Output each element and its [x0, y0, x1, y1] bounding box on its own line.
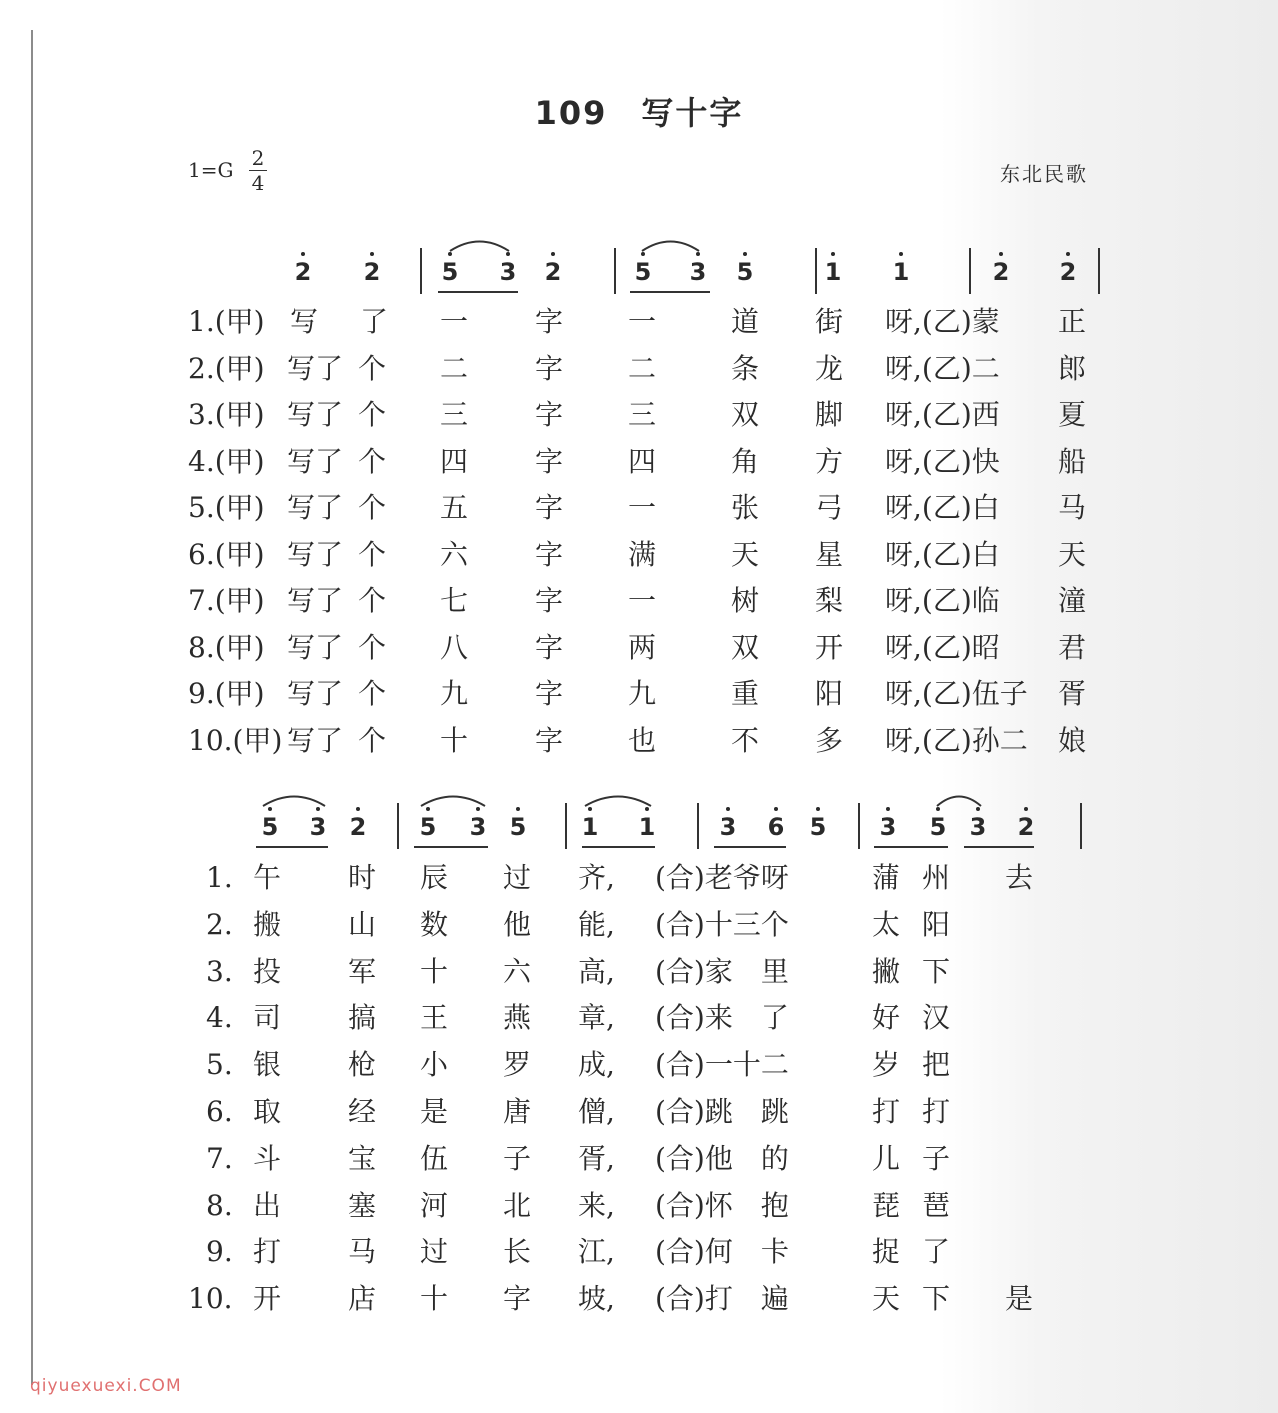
- lyric-text: 打: [253, 1235, 282, 1269]
- lyric-text: 燕: [503, 1001, 532, 1035]
- lyric-text: 写了: [287, 491, 344, 524]
- lyric-text: 二: [628, 351, 657, 385]
- lyric-text: 了: [922, 1235, 951, 1269]
- verse-number: 7.: [206, 1141, 233, 1175]
- lyric-text: (合)十三个: [655, 907, 789, 941]
- lyric-text: 天: [731, 537, 760, 571]
- lyric-text: 一: [628, 584, 657, 617]
- lyric-text: 十: [420, 1282, 449, 1316]
- lyric-text: 双: [731, 630, 760, 664]
- lyric-text: (合)老爷呀: [655, 861, 789, 894]
- lyric-text: 弓: [815, 491, 844, 524]
- lyric-text: 写: [290, 305, 319, 338]
- octave-dot: [1066, 252, 1070, 256]
- lyric-text: 一: [628, 491, 657, 524]
- song-number: 109: [534, 94, 608, 132]
- verse-number: 9.: [206, 1235, 233, 1269]
- lyric-text: 齐,: [578, 861, 615, 894]
- jianpu-note: 5: [419, 813, 437, 841]
- verse-number: 6.: [206, 1095, 233, 1128]
- octave-dot: [831, 252, 835, 256]
- verse-number: 5.(甲): [188, 491, 265, 524]
- lyric-text: 呀,(乙)孙二: [885, 723, 1028, 757]
- lyric-text: 字: [535, 351, 564, 385]
- lyric-text: 方: [815, 444, 844, 478]
- lyric-text: 个: [358, 398, 387, 431]
- lyric-text: 唐: [503, 1095, 532, 1128]
- lyric-text: 高,: [578, 954, 615, 988]
- lyric-text: 字: [535, 630, 564, 664]
- jianpu-note: 3: [969, 813, 987, 841]
- lyric-text: (合)家 里: [655, 954, 789, 988]
- lyric-text: 梨: [815, 584, 844, 617]
- lyric-text: (合)跳 跳: [655, 1095, 789, 1128]
- lyric-text: 写了: [287, 723, 344, 757]
- verse-number: 2.(甲): [188, 351, 265, 385]
- lyric-text: 太: [872, 907, 901, 941]
- lyric-text: 江,: [578, 1235, 615, 1269]
- lyric-text: 银: [253, 1048, 282, 1082]
- beam-underline: [630, 291, 710, 293]
- lyric-text: 六: [503, 954, 532, 988]
- barline: [1080, 803, 1082, 849]
- lyric-text: 脚: [815, 398, 844, 431]
- beam-underline: [874, 846, 948, 848]
- lyric-text: 开: [253, 1282, 282, 1316]
- jianpu-note: 5: [509, 813, 527, 841]
- lyric-text: 塞: [348, 1188, 377, 1222]
- jianpu-note: 2: [349, 813, 367, 841]
- lyric-text: 蒲: [872, 861, 901, 894]
- barline: [614, 248, 616, 294]
- lyric-text: 他: [503, 907, 532, 941]
- lyric-text: 数: [420, 907, 449, 941]
- lyric-text: 山: [348, 907, 377, 941]
- lyric-text: 坡,: [578, 1282, 615, 1316]
- lyric-text: 捉: [872, 1235, 901, 1269]
- lyric-text: 字: [535, 723, 564, 757]
- key-signature: 1=G: [188, 158, 234, 182]
- octave-dot: [551, 252, 555, 256]
- lyric-text: 天: [1058, 537, 1087, 571]
- lyric-text: 两: [628, 630, 657, 664]
- lyric-text: 九: [440, 677, 469, 710]
- lyric-text: 岁: [872, 1048, 901, 1082]
- meter-bottom: 4: [251, 171, 265, 195]
- octave-dot: [268, 807, 272, 811]
- lyric-text: 字: [535, 398, 564, 431]
- lyric-text: 字: [535, 305, 564, 338]
- verse-number: 7.(甲): [188, 584, 265, 617]
- lyric-text: 八: [440, 630, 469, 664]
- page-margin-rule: [31, 30, 33, 1385]
- barline: [565, 803, 567, 849]
- lyric-text: 五: [440, 491, 469, 524]
- lyric-text: 呀,(乙)蒙: [885, 305, 1000, 338]
- beam-underline: [714, 846, 786, 848]
- lyric-text: 胥: [1058, 677, 1087, 710]
- jianpu-note: 2: [1059, 258, 1077, 286]
- octave-dot: [516, 807, 520, 811]
- jianpu-note: 3: [309, 813, 327, 841]
- lyric-text: 打: [922, 1095, 951, 1128]
- lyric-text: 司: [253, 1001, 282, 1035]
- lyric-text: 写了: [287, 351, 344, 385]
- lyric-text: 船: [1058, 444, 1087, 478]
- lyric-text: 双: [731, 398, 760, 431]
- barline: [397, 803, 399, 849]
- lyric-text: 九: [628, 677, 657, 710]
- lyric-text: 一: [628, 305, 657, 338]
- octave-dot: [506, 252, 510, 256]
- lyric-text: 十: [440, 723, 469, 757]
- beam-underline: [414, 846, 488, 848]
- octave-dot: [743, 252, 747, 256]
- octave-dot: [886, 807, 890, 811]
- lyric-text: 成,: [578, 1048, 615, 1082]
- lyric-text: 章,: [578, 1001, 615, 1035]
- lyric-text: 开: [815, 630, 844, 664]
- jianpu-note: 1: [824, 258, 842, 286]
- lyric-text: 呀,(乙)伍子: [885, 677, 1028, 710]
- barline: [1098, 248, 1100, 294]
- jianpu-note: 2: [1017, 813, 1035, 841]
- lyric-text: 斗: [253, 1141, 282, 1175]
- octave-dot: [588, 807, 592, 811]
- lyric-text: 了: [360, 305, 389, 338]
- lyric-text: 过: [420, 1235, 449, 1269]
- lyric-text: 道: [731, 305, 760, 338]
- jianpu-note: 5: [634, 258, 652, 286]
- lyric-text: 好: [872, 1001, 901, 1035]
- lyric-text: 字: [535, 584, 564, 617]
- lyric-text: 四: [440, 444, 469, 478]
- lyric-text: 写了: [287, 444, 344, 478]
- verse-number: 10.: [188, 1282, 233, 1316]
- lyric-text: 多: [815, 723, 844, 757]
- lyric-text: 写了: [287, 537, 344, 571]
- lyric-text: 天: [872, 1282, 901, 1316]
- jianpu-note: 3: [469, 813, 487, 841]
- lyric-text: 能,: [578, 907, 615, 941]
- lyric-text: 写了: [287, 677, 344, 710]
- jianpu-note: 1: [638, 813, 656, 841]
- octave-dot: [448, 252, 452, 256]
- jianpu-note: 2: [363, 258, 381, 286]
- slur: [641, 238, 700, 252]
- verse-number: 2.: [206, 907, 233, 941]
- lyric-text: 字: [535, 491, 564, 524]
- lyric-text: 马: [1058, 491, 1087, 524]
- lyric-text: 撇: [872, 954, 901, 988]
- lyric-text: 个: [358, 351, 387, 385]
- lyric-text: 郎: [1058, 351, 1087, 385]
- lyric-text: 写了: [287, 584, 344, 617]
- octave-dot: [641, 252, 645, 256]
- lyric-text: 夏: [1058, 398, 1087, 431]
- beam-underline: [256, 846, 328, 848]
- lyric-text: 下: [922, 954, 951, 988]
- lyric-text: 投: [253, 954, 282, 988]
- jianpu-note: 3: [879, 813, 897, 841]
- lyric-text: 把: [922, 1048, 951, 1082]
- lyric-text: 长: [503, 1235, 532, 1269]
- lyric-text: 琶: [922, 1188, 951, 1222]
- lyric-text: 娘: [1058, 723, 1087, 757]
- octave-dot: [476, 807, 480, 811]
- lyric-text: (合)打 遍: [655, 1282, 789, 1316]
- octave-dot: [316, 807, 320, 811]
- lyric-text: 是: [420, 1095, 449, 1128]
- slur: [420, 793, 486, 807]
- jianpu-note: 1: [892, 258, 910, 286]
- lyric-text: 北: [503, 1188, 532, 1222]
- lyric-text: 伍: [420, 1141, 449, 1175]
- lyric-text: 出: [253, 1188, 282, 1222]
- lyric-text: 王: [420, 1001, 449, 1035]
- lyric-text: 六: [440, 537, 469, 571]
- lyric-text: 街: [815, 305, 844, 338]
- lyric-text: 经: [348, 1095, 377, 1128]
- jianpu-note: 5: [736, 258, 754, 286]
- lyric-text: 三: [628, 398, 657, 431]
- lyric-text: 马: [348, 1235, 377, 1269]
- verse-number: 8.(甲): [188, 630, 265, 664]
- song-name: 写十字: [641, 94, 744, 132]
- lyric-text: 小: [420, 1048, 449, 1082]
- octave-dot: [816, 807, 820, 811]
- jianpu-note: 1: [581, 813, 599, 841]
- octave-dot: [356, 807, 360, 811]
- lyric-text: 搞: [348, 1001, 377, 1035]
- barline: [815, 248, 817, 294]
- lyric-text: 阳: [922, 907, 951, 941]
- lyric-text: 罗: [503, 1048, 532, 1082]
- lyric-text: 三: [440, 398, 469, 431]
- barline: [969, 248, 971, 294]
- lyric-text: (合)一十二: [655, 1048, 789, 1082]
- octave-dot: [645, 807, 649, 811]
- lyric-text: 是: [1005, 1282, 1034, 1316]
- lyric-text: 个: [358, 537, 387, 571]
- lyric-text: 个: [358, 584, 387, 617]
- octave-dot: [1024, 807, 1028, 811]
- octave-dot: [899, 252, 903, 256]
- slur: [584, 793, 652, 807]
- lyric-text: 时: [348, 861, 377, 894]
- barline: [697, 803, 699, 849]
- verse-number: 10.(甲): [188, 723, 283, 757]
- lyric-text: 阳: [815, 677, 844, 710]
- slur: [262, 793, 326, 807]
- lyric-text: 军: [348, 954, 377, 988]
- lyric-text: (合)何 卡: [655, 1235, 789, 1269]
- lyric-text: 角: [731, 444, 760, 478]
- octave-dot: [696, 252, 700, 256]
- lyric-text: 呀,(乙)白: [885, 491, 1000, 524]
- lyric-text: 树: [731, 584, 760, 617]
- verse-number: 9.(甲): [188, 677, 265, 710]
- jianpu-note: 2: [294, 258, 312, 286]
- lyric-text: 张: [731, 491, 760, 524]
- song-title: [0, 88, 1278, 134]
- lyric-text: 十: [420, 954, 449, 988]
- barline: [420, 248, 422, 294]
- lyric-text: 星: [815, 537, 844, 571]
- lyric-text: 也: [628, 723, 657, 757]
- lyric-text: 僧,: [578, 1095, 615, 1128]
- verse-number: 4.: [206, 1001, 233, 1035]
- lyric-text: 字: [535, 444, 564, 478]
- jianpu-note: 5: [261, 813, 279, 841]
- slur: [449, 238, 510, 252]
- jianpu-note: 6: [767, 813, 785, 841]
- lyric-text: (合)来 了: [655, 1001, 789, 1035]
- lyric-text: 字: [535, 537, 564, 571]
- octave-dot: [426, 807, 430, 811]
- jianpu-note: 5: [441, 258, 459, 286]
- lyric-text: 四: [628, 444, 657, 478]
- lyric-text: 个: [358, 677, 387, 710]
- lyric-text: 呀,(乙)昭: [885, 630, 1000, 664]
- verse-number: 3.: [206, 954, 233, 988]
- lyric-text: 午: [253, 861, 282, 894]
- lyric-text: (合)他 的: [655, 1141, 789, 1175]
- lyric-text: 下: [922, 1282, 951, 1316]
- octave-dot: [726, 807, 730, 811]
- lyric-text: 宝: [348, 1141, 377, 1175]
- jianpu-note: 3: [719, 813, 737, 841]
- lyric-text: 个: [358, 630, 387, 664]
- verse-number: 4.(甲): [188, 444, 265, 478]
- octave-dot: [301, 252, 305, 256]
- lyric-text: 去: [1005, 861, 1034, 894]
- lyric-text: 河: [420, 1188, 449, 1222]
- lyric-text: 子: [503, 1141, 532, 1175]
- lyric-text: 一: [440, 305, 469, 338]
- octave-dot: [999, 252, 1003, 256]
- verse-number: 6.(甲): [188, 537, 265, 571]
- lyric-text: 打: [872, 1095, 901, 1128]
- lyric-text: 店: [348, 1282, 377, 1316]
- lyric-text: 琵: [872, 1188, 901, 1222]
- meter-top: 2: [251, 146, 265, 170]
- jianpu-note: 3: [689, 258, 707, 286]
- lyric-text: 汉: [922, 1001, 951, 1035]
- lyric-text: 个: [358, 491, 387, 524]
- lyric-text: 子: [922, 1141, 951, 1175]
- watermark: qiyuexuexi.COM: [30, 1376, 182, 1396]
- lyric-text: 呀,(乙)快: [885, 444, 1000, 478]
- lyric-text: 呀,(乙)临: [885, 584, 1000, 617]
- lyric-text: 来,: [578, 1188, 615, 1222]
- lyric-text: 字: [535, 677, 564, 710]
- lyric-text: 潼: [1058, 584, 1087, 617]
- lyric-text: (合)怀 抱: [655, 1188, 789, 1222]
- jianpu-note: 5: [809, 813, 827, 841]
- lyric-text: 州: [922, 861, 951, 894]
- barline: [858, 803, 860, 849]
- lyric-text: 枪: [348, 1048, 377, 1082]
- lyric-text: 呀,(乙)二: [885, 351, 1000, 385]
- octave-dot: [976, 807, 980, 811]
- lyric-text: 搬: [253, 907, 282, 941]
- lyric-text: 满: [628, 537, 657, 571]
- lyric-text: 正: [1058, 305, 1087, 338]
- jianpu-note: 2: [544, 258, 562, 286]
- lyric-text: 写了: [287, 398, 344, 431]
- octave-dot: [936, 807, 940, 811]
- octave-dot: [370, 252, 374, 256]
- jianpu-note: 5: [929, 813, 947, 841]
- beam-underline: [582, 846, 655, 848]
- jianpu-note: 2: [992, 258, 1010, 286]
- lyric-text: 胥,: [578, 1141, 615, 1175]
- time-signature: [248, 146, 268, 195]
- jianpu-note: 3: [499, 258, 517, 286]
- beam-underline: [438, 291, 518, 293]
- lyric-text: 字: [503, 1282, 532, 1316]
- lyric-text: 呀,(乙)西: [885, 398, 1000, 431]
- lyric-text: 写了: [287, 630, 344, 664]
- lyric-text: 个: [358, 444, 387, 478]
- lyric-text: 取: [253, 1095, 282, 1128]
- verse-number: 1.: [206, 861, 233, 894]
- lyric-text: 七: [440, 584, 469, 617]
- verse-number: 8.: [206, 1188, 233, 1222]
- song-source: 东北民歌: [1000, 162, 1088, 186]
- lyric-text: 重: [731, 677, 760, 710]
- lyric-text: 儿: [872, 1141, 901, 1175]
- octave-dot: [774, 807, 778, 811]
- lyric-text: 辰: [420, 861, 449, 894]
- lyric-text: 个: [358, 723, 387, 757]
- lyric-text: 不: [731, 723, 760, 757]
- lyric-text: 呀,(乙)白: [885, 537, 1000, 571]
- lyric-text: 二: [440, 351, 469, 385]
- beam-underline: [964, 846, 1034, 848]
- lyric-text: 过: [503, 861, 532, 894]
- slur: [936, 793, 982, 807]
- verse-number: 1.(甲): [188, 305, 265, 338]
- verse-number: 5.: [206, 1048, 233, 1082]
- lyric-text: 龙: [815, 351, 844, 385]
- verse-number: 3.(甲): [188, 398, 265, 431]
- lyric-text: 君: [1058, 630, 1087, 664]
- lyric-text: 条: [731, 351, 760, 385]
